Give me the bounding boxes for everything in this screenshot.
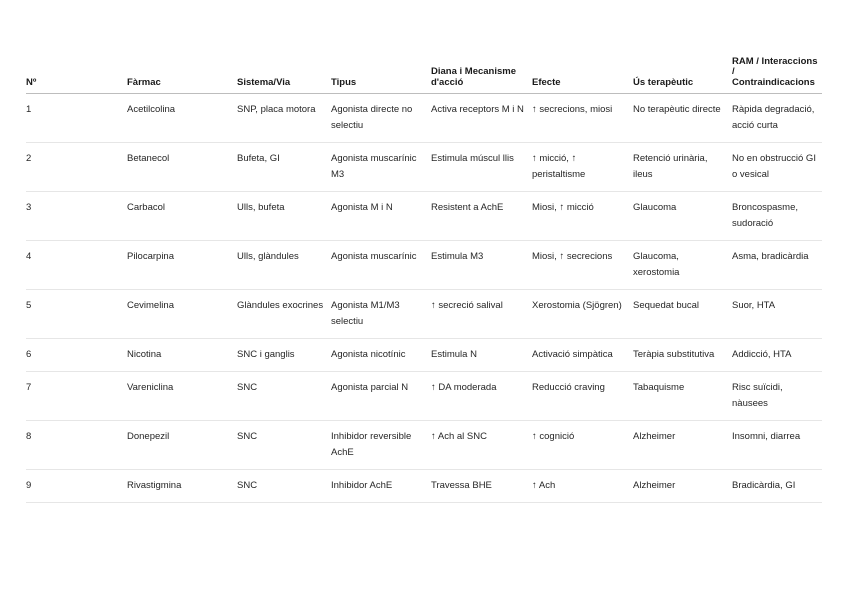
cell-type: Agonista parcial N	[331, 372, 431, 421]
cell-drug: Donepezil	[127, 421, 237, 470]
cell-drug: Betanecol	[127, 143, 237, 192]
header-adverse-effects: RAM / Interaccions / Contraindicacions	[732, 50, 822, 94]
header-type: Tipus	[331, 50, 431, 94]
cell-adverse-effects: No en obstrucció GI o vesical	[732, 143, 822, 192]
cell-number: 4	[26, 241, 127, 290]
cell-therapeutic-use: Alzheimer	[633, 470, 732, 503]
table-header	[26, 50, 822, 94]
cell-therapeutic-use: Teràpia substitutiva	[633, 339, 732, 372]
cell-system: SNC	[237, 470, 331, 503]
table-row	[26, 470, 822, 503]
cell-number: 3	[26, 192, 127, 241]
table-row	[26, 192, 822, 241]
cell-drug: Pilocarpina	[127, 241, 237, 290]
cell-mechanism: ↑ secreció salival	[431, 290, 532, 339]
cell-effect: Activació simpàtica	[532, 339, 633, 372]
cell-adverse-effects: Ràpida degradació, acció curta	[732, 94, 822, 143]
cell-number: 1	[26, 94, 127, 143]
cell-type: Agonista M1/M3 selectiu	[331, 290, 431, 339]
header-therapeutic-use: Ús terapèutic	[633, 50, 732, 94]
cell-type: Agonista muscarínic M3	[331, 143, 431, 192]
cell-type: Inhibidor reversible AchE	[331, 421, 431, 470]
table-row	[26, 94, 822, 143]
cell-adverse-effects: Insomni, diarrea	[732, 421, 822, 470]
cell-system: SNC i ganglis	[237, 339, 331, 372]
cell-effect: ↑ Ach	[532, 470, 633, 503]
header-effect: Efecte	[532, 50, 633, 94]
cell-number: 5	[26, 290, 127, 339]
drug-table	[26, 50, 822, 503]
cell-mechanism: Activa receptors M i N	[431, 94, 532, 143]
cell-therapeutic-use: Glaucoma	[633, 192, 732, 241]
cell-system: SNC	[237, 372, 331, 421]
table-body	[26, 94, 822, 503]
header-system: Sistema/Via	[237, 50, 331, 94]
cell-therapeutic-use: Retenció urinària, ileus	[633, 143, 732, 192]
table-row	[26, 339, 822, 372]
cell-system: Ulls, glàndules	[237, 241, 331, 290]
cell-number: 8	[26, 421, 127, 470]
cell-therapeutic-use: No terapèutic directe	[633, 94, 732, 143]
cell-system: Bufeta, GI	[237, 143, 331, 192]
header-mechanism: Diana i Mecanisme d'acció	[431, 50, 532, 94]
cell-adverse-effects: Bradicàrdia, GI	[732, 470, 822, 503]
cell-drug: Rivastigmina	[127, 470, 237, 503]
cell-effect: Miosi, ↑ secrecions	[532, 241, 633, 290]
cell-type: Agonista muscarínic	[331, 241, 431, 290]
cell-number: 9	[26, 470, 127, 503]
cell-drug: Vareniclina	[127, 372, 237, 421]
cell-mechanism: ↑ Ach al SNC	[431, 421, 532, 470]
cell-therapeutic-use: Sequedat bucal	[633, 290, 732, 339]
cell-number: 6	[26, 339, 127, 372]
cell-effect: Xerostomia (Sjögren)	[532, 290, 633, 339]
cell-mechanism: Resistent a AchE	[431, 192, 532, 241]
cell-drug: Cevimelina	[127, 290, 237, 339]
header-row	[26, 50, 822, 94]
cell-adverse-effects: Addicció, HTA	[732, 339, 822, 372]
cell-mechanism: Estimula N	[431, 339, 532, 372]
cell-drug: Acetilcolina	[127, 94, 237, 143]
cell-therapeutic-use: Tabaquisme	[633, 372, 732, 421]
cell-system: SNP, placa motora	[237, 94, 331, 143]
cell-drug: Nicotina	[127, 339, 237, 372]
cell-type: Inhibidor AchE	[331, 470, 431, 503]
cell-effect: Miosi, ↑ micció	[532, 192, 633, 241]
table-row	[26, 143, 822, 192]
cell-effect: ↑ micció, ↑ peristaltisme	[532, 143, 633, 192]
cell-number: 7	[26, 372, 127, 421]
cell-system: Glàndules exocrines	[237, 290, 331, 339]
table-row	[26, 372, 822, 421]
cell-therapeutic-use: Glaucoma, xerostomia	[633, 241, 732, 290]
cell-adverse-effects: Broncospasme, sudoració	[732, 192, 822, 241]
cell-drug: Carbacol	[127, 192, 237, 241]
cell-system: Ulls, bufeta	[237, 192, 331, 241]
table-row	[26, 421, 822, 470]
cell-type: Agonista M i N	[331, 192, 431, 241]
cell-system: SNC	[237, 421, 331, 470]
table-row	[26, 241, 822, 290]
cell-therapeutic-use: Alzheimer	[633, 421, 732, 470]
cell-type: Agonista nicotínic	[331, 339, 431, 372]
cell-mechanism: Estimula M3	[431, 241, 532, 290]
cell-effect: Reducció craving	[532, 372, 633, 421]
table-row	[26, 290, 822, 339]
cell-mechanism: ↑ DA moderada	[431, 372, 532, 421]
cell-adverse-effects: Suor, HTA	[732, 290, 822, 339]
cell-mechanism: Travessa BHE	[431, 470, 532, 503]
cell-effect: ↑ cognició	[532, 421, 633, 470]
cell-adverse-effects: Risc suïcidi, nàusees	[732, 372, 822, 421]
cell-adverse-effects: Asma, bradicàrdia	[732, 241, 822, 290]
cell-number: 2	[26, 143, 127, 192]
cell-effect: ↑ secrecions, miosi	[532, 94, 633, 143]
cell-type: Agonista directe no selectiu	[331, 94, 431, 143]
cell-mechanism: Estimula múscul llis	[431, 143, 532, 192]
header-number: Nº	[26, 50, 127, 94]
header-drug: Fàrmac	[127, 50, 237, 94]
